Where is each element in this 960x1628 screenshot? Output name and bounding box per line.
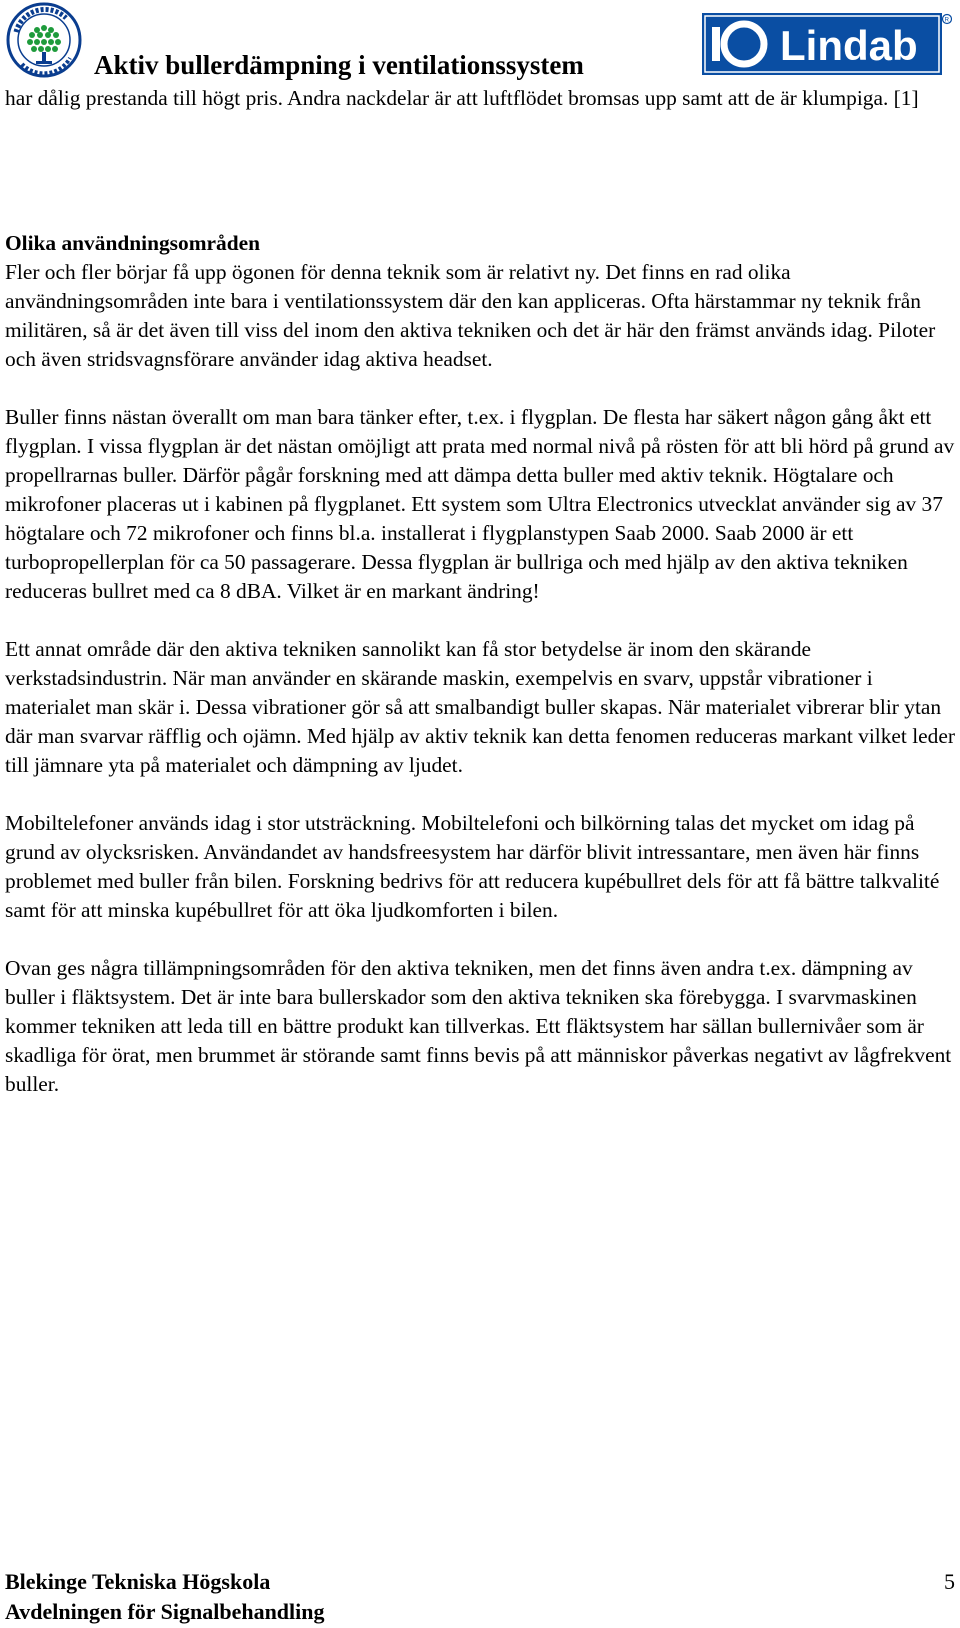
document-body — [5, 84, 955, 1099]
page-footer — [5, 1567, 955, 1627]
paragraph-4: Mobiltelefoner används idag i stor utsträckning. Mobiltelefoni och bilkörning talas det mycket om idag på grund av olycksrisken. Användandet av handsfreesystem har därför blivit intressantare, men även här finns problemet med buller från bilen. Forskning bedrivs för att reducera kupébullret dels för att få bättre talkvalité samt för att minska kupébullret för att öka ljudkomforten i bilen. — [5, 811, 940, 922]
paragraph-2: Buller finns nästan överallt om man bara tänker efter, t.ex. i flygplan. De flesta har säkert någon gång åkt ett flygplan. I vissa flygplan är det nästan omöjligt att prata med normal nivå på rösten för att bli hörd på grund av propellrarnas buller. Därför pågår forskning med att dämpa detta buller med aktiv teknik. Högtalare och mikrofoner placeras ut i kabinen på flygplanet. Ett system som Ultra Electronics utvecklat använder sig av 37 högtalare och 72 mikrofoner och finns bl.a. installerat i flygplanstypen Saab 2000. Saab 2000 är ett turbopropellerplan för ca 50 passagerare. Dessa flygplan är bullriga och med hjälp av den aktiva tekniken reduceras bullret med ca 8 dBA. Vilket är en markant ändring! — [5, 405, 955, 603]
page-number: 5 — [944, 1569, 955, 1594]
footer-department: Avdelningen för Signalbehandling — [5, 1599, 325, 1624]
continuation-paragraph: har dålig prestanda till högt pris. Andra nackdelar är att luftflödet bromsas upp samt att de är klumpiga. [1] — [5, 86, 919, 110]
bth-logo — [6, 2, 82, 78]
paragraph-5: Ovan ges några tillämpningsområden för den aktiva tekniken, men det finns även andra t.ex. dämpning av buller i fläktsystem. Det är inte bara bullerskador som den aktiva tekniken ska förebygga. I svarvmaskinen kommer tekniken att leda till en bättre produkt kan tillverkas. Ett fläktsystem har sällan bullernivåer som är skadliga för örat, men brummet är störande samt finns bevis på att människor påverkas negativt av lågfrekvent buller. — [5, 956, 952, 1096]
paragraph-3: Ett annat område där den aktiva tekniken sannolikt kan få stor betydelse är inom den skärande verkstadsindustrin. När man använder en skärande maskin, exempelvis en svarv, uppstår vibrationer i materialet man skär i. Dessa vibrationer gör så att smalbandigt buller skapas. När materialet vibrerar blir ytan där man svarvar räfflig och ojämn. Med hjälp av aktiv teknik kan detta fenomen reduceras markant vilket leder till jämnare yta på materialet och dämpning av ljudet. — [5, 637, 955, 777]
section-heading: Olika användningsområden — [5, 231, 260, 255]
footer-institution: Blekinge Tekniska Högskola — [5, 1569, 271, 1594]
lindab-logo — [702, 10, 952, 78]
svg-text:R: R — [944, 17, 949, 24]
document-title: Aktiv bullerdämpning i ventilationssystem — [94, 50, 584, 80]
paragraph-1: Fler och fler börjar få upp ögonen för denna teknik som är relativt ny. Det finns en rad olika användningsområden inte bara i ventilationssystem där den kan appliceras. Ofta härstammar ny teknik från militären, så är det även till viss del inom den aktiva tekniken och det är här den främst används idag. Piloter och även stridsvagnsförare använder idag aktiva headset. — [5, 260, 936, 371]
page-header — [0, 0, 960, 86]
svg-text:Lindab: Lindab — [780, 22, 918, 69]
